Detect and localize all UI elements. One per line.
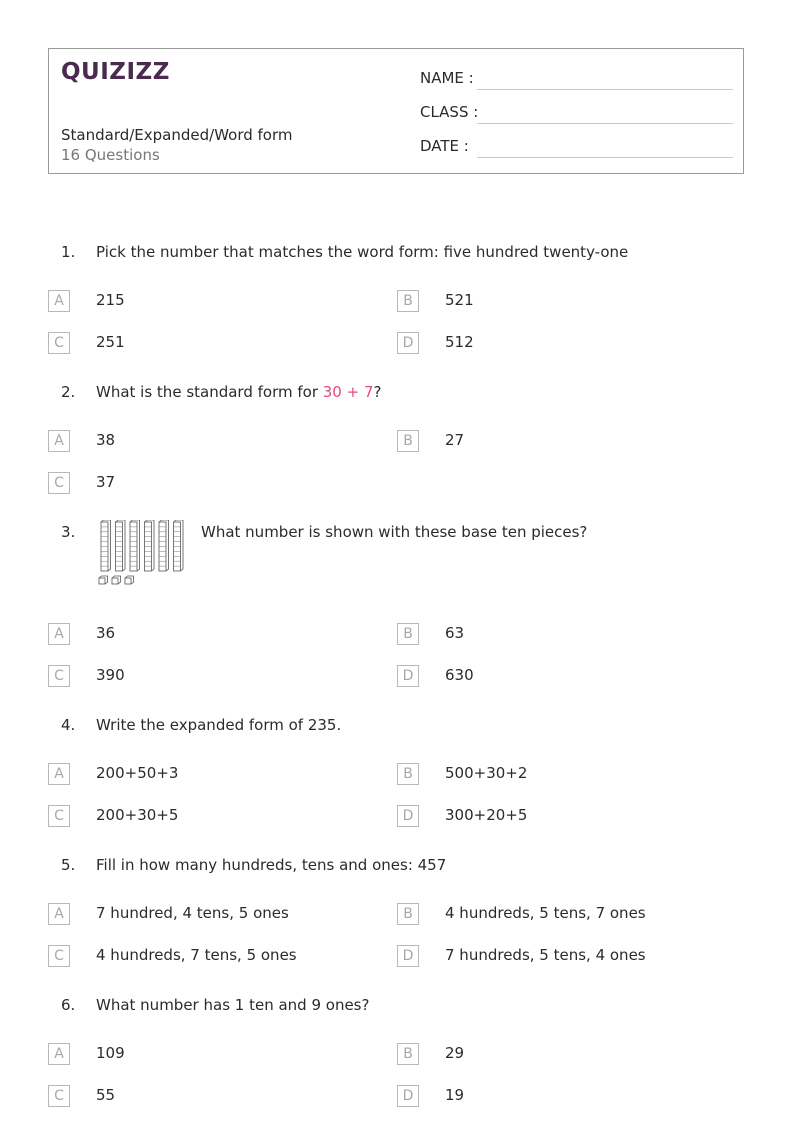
worksheet-header — [48, 48, 744, 174]
tens-rod — [101, 520, 111, 571]
option-letter-box: A — [48, 430, 70, 452]
class-label: CLASS : — [420, 103, 479, 121]
question-number: 4. — [61, 716, 76, 734]
option-text: 109 — [96, 1044, 125, 1062]
option-letter-box: B — [397, 903, 419, 925]
option-letter-box: A — [48, 763, 70, 785]
question-text: Fill in how many hundreds, tens and ones: 457 — [96, 856, 447, 874]
option-letter-box: C — [48, 1085, 70, 1107]
option-text: 27 — [445, 431, 465, 449]
option-text: 215 — [96, 291, 125, 309]
base-ten-blocks-image — [97, 520, 187, 594]
option-text: 36 — [96, 624, 116, 642]
option-text: 521 — [445, 291, 474, 309]
date-field[interactable] — [477, 157, 733, 158]
option-letter-box: D — [397, 1085, 419, 1107]
option-text: 4 hundreds, 7 tens, 5 ones — [96, 946, 297, 964]
option-text: 200+50+3 — [96, 764, 179, 782]
option-letter-box: B — [397, 763, 419, 785]
option-text: 7 hundreds, 5 tens, 4 ones — [445, 946, 646, 964]
option-text: 63 — [445, 624, 465, 642]
ones-cube — [125, 576, 134, 584]
question-number: 2. — [61, 383, 76, 401]
option-letter-box: A — [48, 1043, 70, 1065]
tens-rod — [159, 520, 169, 571]
option-text: 512 — [445, 333, 474, 351]
option-text: 38 — [96, 431, 116, 449]
option-letter-box: B — [397, 1043, 419, 1065]
question-count: 16 Questions — [61, 146, 160, 164]
worksheet-title: Standard/Expanded/Word form — [61, 126, 293, 144]
option-text: 29 — [445, 1044, 465, 1062]
option-text: 7 hundred, 4 tens, 5 ones — [96, 904, 289, 922]
option-text: 390 — [96, 666, 125, 684]
question-text: What number has 1 ten and 9 ones? — [96, 996, 370, 1014]
option-letter-box: C — [48, 332, 70, 354]
name-label: NAME : — [420, 69, 474, 87]
question-number: 5. — [61, 856, 76, 874]
option-letter-box: C — [48, 472, 70, 494]
date-label: DATE : — [420, 137, 469, 155]
question-text — [96, 383, 381, 401]
option-letter-box: C — [48, 945, 70, 967]
option-letter-box: D — [397, 665, 419, 687]
ones-cube — [112, 576, 121, 584]
option-letter-box: A — [48, 290, 70, 312]
class-field[interactable] — [477, 123, 733, 124]
option-text: 37 — [96, 473, 116, 491]
base-ten-blocks-drawing — [97, 520, 187, 590]
tens-rod — [174, 520, 184, 571]
question-number: 1. — [61, 243, 76, 261]
question-text: What number is shown with these base ten pieces? — [201, 523, 588, 541]
tens-rod — [116, 520, 126, 571]
option-text: 300+20+5 — [445, 806, 528, 824]
option-letter-box: A — [48, 623, 70, 645]
question-text: Write the expanded form of 235. — [96, 716, 342, 734]
option-letter-box: D — [397, 945, 419, 967]
quizizz-logo: QUIZIZZ — [61, 59, 170, 85]
option-text: 500+30+2 — [445, 764, 528, 782]
question-text-before: What is the standard form for — [96, 383, 323, 401]
option-text: 4 hundreds, 5 tens, 7 ones — [445, 904, 646, 922]
question-text-after: ? — [373, 383, 382, 401]
question-text: Pick the number that matches the word form: five hundred twenty-one — [96, 243, 629, 261]
option-letter-box: C — [48, 665, 70, 687]
option-text: 200+30+5 — [96, 806, 179, 824]
option-letter-box: B — [397, 430, 419, 452]
question-number: 3. — [61, 523, 76, 541]
ones-cube — [99, 576, 108, 584]
question-number: 6. — [61, 996, 76, 1014]
option-text: 19 — [445, 1086, 465, 1104]
option-letter-box: C — [48, 805, 70, 827]
tens-rod — [145, 520, 155, 571]
option-letter-box: B — [397, 623, 419, 645]
option-text: 55 — [96, 1086, 116, 1104]
option-letter-box: B — [397, 290, 419, 312]
highlighted-expression: 30 + 7 — [322, 383, 374, 401]
option-letter-box: D — [397, 805, 419, 827]
name-field[interactable] — [477, 89, 733, 90]
tens-rod — [130, 520, 140, 571]
option-letter-box: A — [48, 903, 70, 925]
option-text: 630 — [445, 666, 474, 684]
option-letter-box: D — [397, 332, 419, 354]
option-text: 251 — [96, 333, 125, 351]
